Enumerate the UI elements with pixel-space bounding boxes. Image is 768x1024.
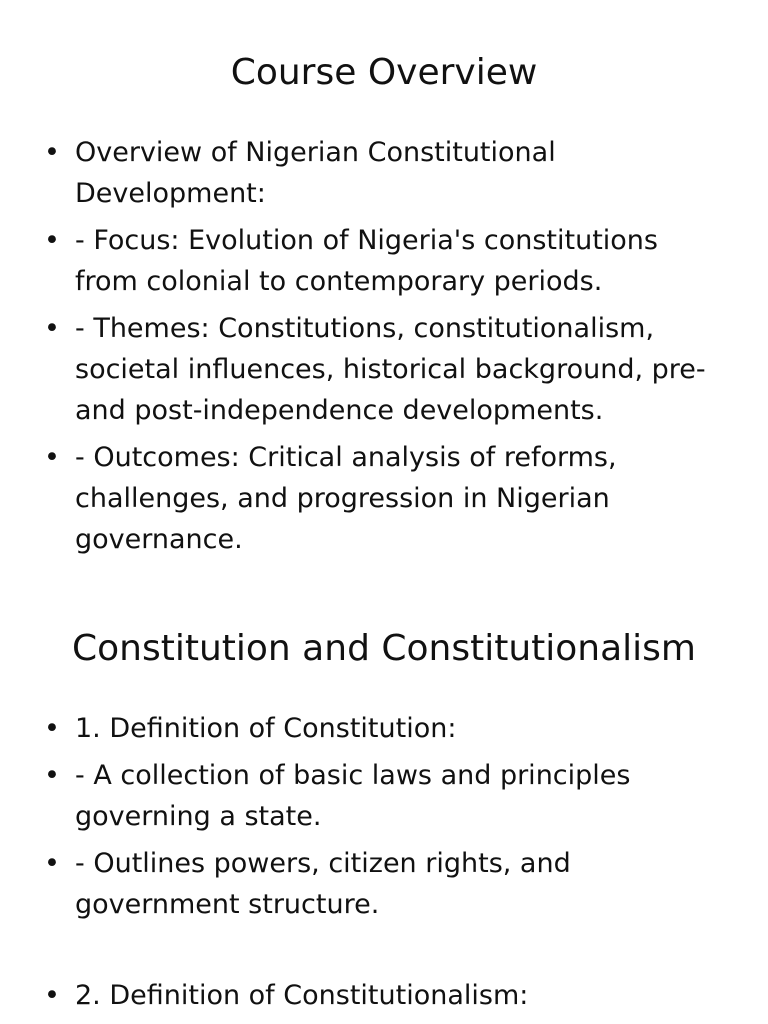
bullet-item [0, 308, 768, 431]
bullet-item [0, 132, 768, 214]
bullet-item [0, 220, 768, 302]
bullet-text: 2. Definition of Constitutionalism: [75, 980, 529, 1012]
slide-constitution-and-constitutionalism [0, 576, 768, 1022]
bullet-item [0, 437, 768, 560]
bullet-text: Overview of Nigerian Constitutional Development: [75, 137, 556, 210]
slide-title: Course Overview [230, 52, 538, 93]
bullet-text: 1. Definition of Constitution: [75, 713, 457, 745]
bullet-icon: • [44, 225, 60, 257]
bullet-icon: • [44, 848, 60, 880]
bullet-item [0, 708, 768, 749]
bullet-icon: • [44, 713, 60, 745]
bullet-icon: • [44, 313, 60, 345]
bullet-text: - A collection of basic laws and principles governing a state. [75, 760, 631, 833]
bullet-icon: • [44, 442, 60, 474]
bullet-icon: • [44, 980, 60, 1012]
bullet-text: - Themes: Constitutions, constitutionalism, societal influences, historical background, pre- and post-independence developments. [75, 313, 706, 427]
bullet-list [0, 132, 768, 560]
bullet-list [0, 708, 768, 1016]
bullet-text: - Outlines powers, citizen rights, and government structure. [75, 848, 571, 921]
bullet-text: - Focus: Evolution of Nigeria's constitutions from colonial to contemporary periods. [75, 225, 658, 298]
bullet-item [0, 975, 768, 1016]
bullet-icon: • [44, 137, 60, 169]
bullet-text: - Outcomes: Critical analysis of reforms, challenges, and progression in Nigerian governance. [75, 442, 617, 556]
bullet-icon: • [44, 760, 60, 792]
bullet-item [0, 843, 768, 925]
bullet-item [0, 755, 768, 837]
slide-title: Constitution and Constitutionalism [72, 628, 696, 669]
